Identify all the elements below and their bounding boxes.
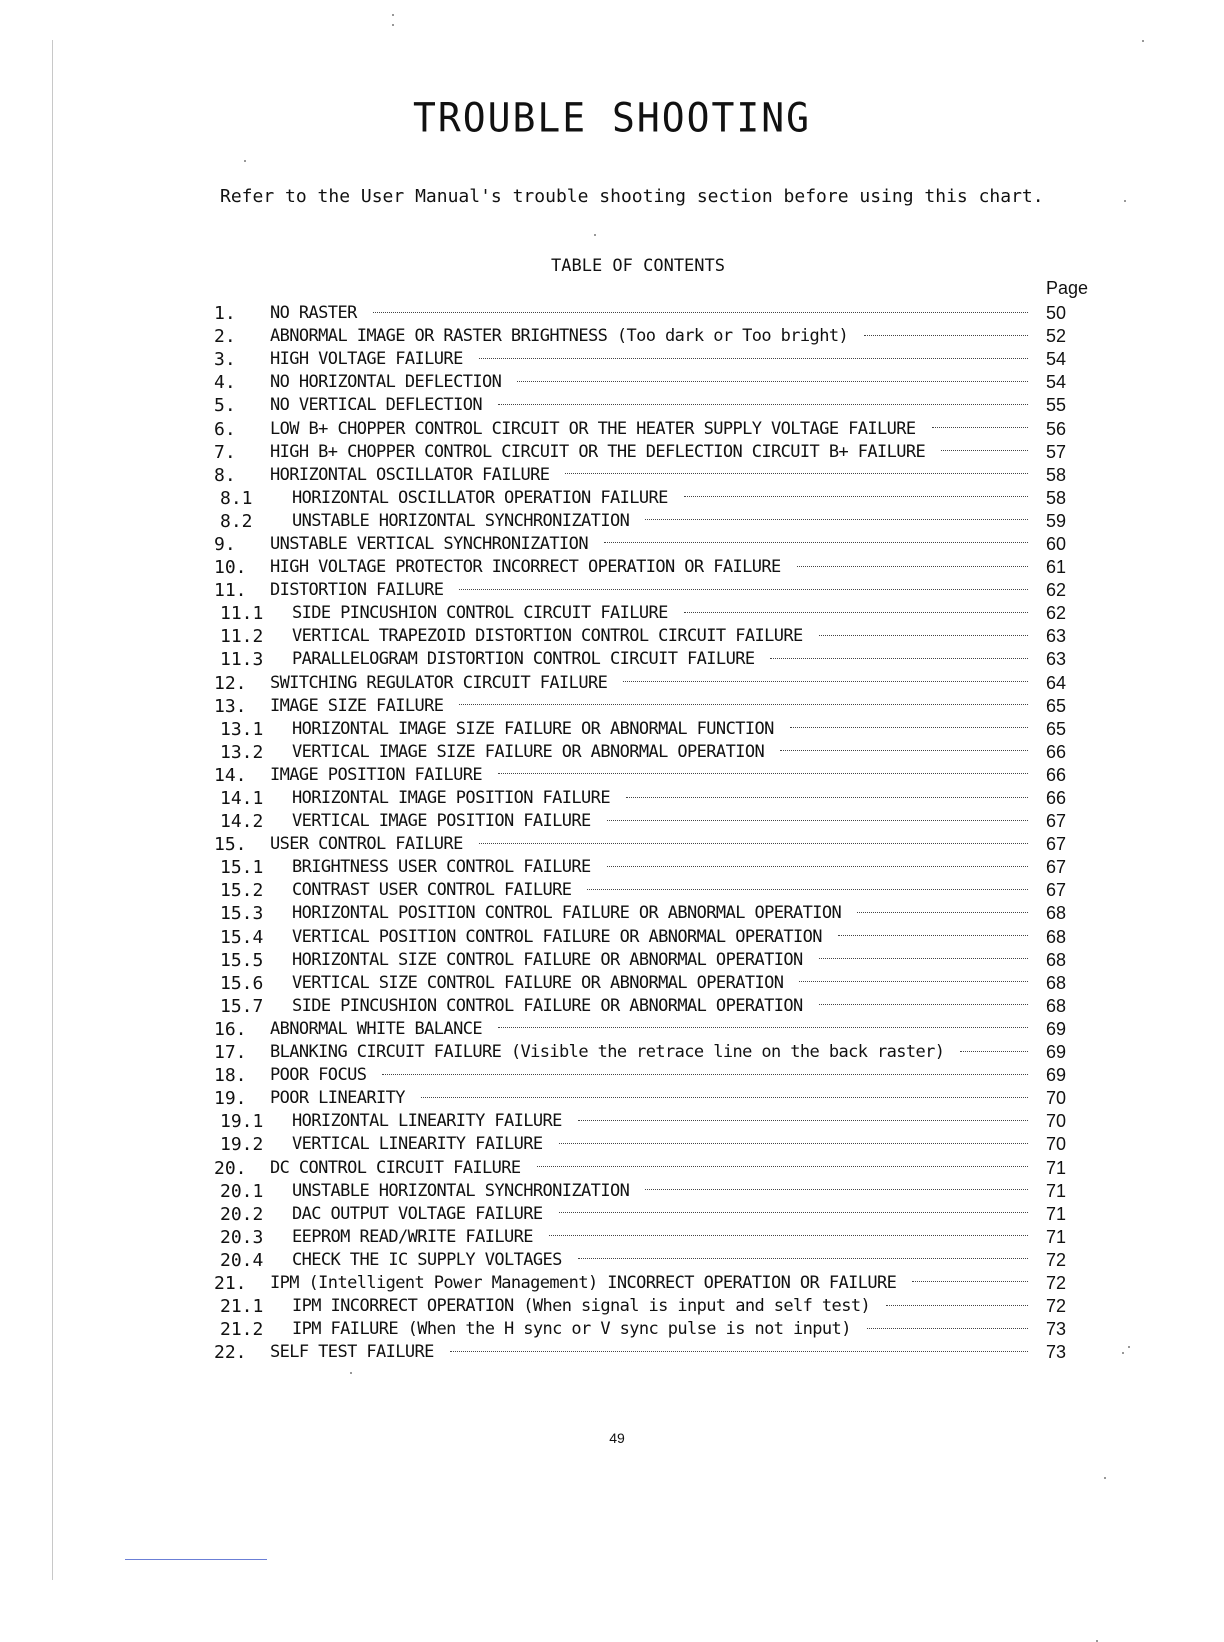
toc-entry-page: 67 bbox=[1046, 811, 1067, 832]
scan-speck bbox=[244, 160, 246, 162]
toc-leader-dots bbox=[912, 1280, 1028, 1282]
toc-entry bbox=[214, 1295, 1084, 1318]
toc-entry-page: 70 bbox=[1046, 1111, 1067, 1132]
toc-entry-number: 15.1 bbox=[220, 857, 264, 879]
scan-speck bbox=[350, 1372, 352, 1374]
toc-entry bbox=[214, 833, 1084, 856]
toc-entry-page: 65 bbox=[1046, 695, 1067, 716]
toc-entry-number: 19.2 bbox=[220, 1134, 264, 1156]
toc-entry-title: VERTICAL IMAGE SIZE FAILURE OR ABNORMAL OPERATION bbox=[292, 741, 765, 762]
toc-leader-dots bbox=[867, 1327, 1028, 1329]
toc-entry-title: UNSTABLE HORIZONTAL SYNCHRONIZATION bbox=[292, 510, 630, 531]
toc-entry bbox=[214, 1018, 1084, 1041]
toc-entry-page: 58 bbox=[1046, 487, 1067, 508]
toc-entry-number: 3. bbox=[214, 349, 236, 371]
toc-entry-page: 70 bbox=[1046, 1134, 1067, 1155]
toc-leader-dots bbox=[645, 518, 1028, 520]
toc-entry-title: DISTORTION FAILURE bbox=[270, 580, 444, 601]
toc-leader-dots bbox=[587, 888, 1028, 890]
toc-leader-dots bbox=[559, 1211, 1028, 1213]
toc-entry-page: 70 bbox=[1046, 1088, 1067, 1109]
toc-entry-title: HORIZONTAL IMAGE SIZE FAILURE OR ABNORMAL FUNCTION bbox=[292, 718, 774, 739]
toc-entry-number: 16. bbox=[214, 1018, 247, 1040]
toc-entry-title: NO RASTER bbox=[270, 303, 357, 324]
toc-entry-number: 14. bbox=[214, 764, 247, 786]
toc-entry-title: LOW B+ CHOPPER CONTROL CIRCUIT OR THE HEATER SUPPLY VOLTAGE FAILURE bbox=[270, 418, 916, 439]
toc-entry-title: NO HORIZONTAL DEFLECTION bbox=[270, 372, 502, 393]
toc-heading: TABLE OF CONTENTS bbox=[551, 256, 725, 276]
toc-entry-title: HIGH VOLTAGE FAILURE bbox=[270, 349, 463, 370]
toc-entry bbox=[214, 926, 1084, 949]
toc-leader-dots bbox=[607, 819, 1028, 821]
toc-leader-dots bbox=[838, 934, 1028, 936]
toc-leader-dots bbox=[770, 657, 1028, 659]
toc-leader-dots bbox=[559, 1142, 1028, 1144]
toc-entry-page: 63 bbox=[1046, 649, 1067, 670]
toc-entry-number: 6. bbox=[214, 418, 236, 440]
toc-entry-title: EEPROM READ/WRITE FAILURE bbox=[292, 1226, 533, 1247]
toc-entry-page: 54 bbox=[1046, 349, 1067, 370]
toc-entry-number: 13.2 bbox=[220, 741, 264, 763]
toc-entry-page: 62 bbox=[1046, 580, 1067, 601]
toc-entry-title: HIGH VOLTAGE PROTECTOR INCORRECT OPERATION OR FAILURE bbox=[270, 557, 781, 578]
toc-entry bbox=[214, 1249, 1084, 1272]
scan-speck bbox=[392, 24, 394, 26]
toc-entry-number: 13. bbox=[214, 695, 247, 717]
toc-entry-page: 66 bbox=[1046, 764, 1067, 785]
toc-entry-title: SIDE PINCUSHION CONTROL CIRCUIT FAILURE bbox=[292, 603, 668, 624]
toc-entry-number: 9. bbox=[214, 533, 236, 555]
toc-entry-page: 68 bbox=[1046, 949, 1067, 970]
toc-entry bbox=[214, 556, 1084, 579]
toc-entry-title: IPM INCORRECT OPERATION (When signal is input and self test) bbox=[292, 1296, 871, 1317]
toc-entry-page: 65 bbox=[1046, 718, 1067, 739]
toc-entry bbox=[214, 1156, 1084, 1179]
toc-entry-title: DAC OUTPUT VOLTAGE FAILURE bbox=[292, 1203, 543, 1224]
scan-speck bbox=[1122, 1352, 1124, 1354]
toc-entry-title: VERTICAL LINEARITY FAILURE bbox=[292, 1134, 543, 1155]
toc-entry-page: 64 bbox=[1046, 672, 1067, 693]
toc-entry bbox=[214, 579, 1084, 602]
toc-leader-dots bbox=[932, 426, 1028, 428]
toc-entry-page: 73 bbox=[1046, 1342, 1067, 1363]
toc-entry-number: 7. bbox=[214, 441, 236, 463]
toc-entry bbox=[214, 995, 1084, 1018]
toc-entry-title: USER CONTROL FAILURE bbox=[270, 834, 463, 855]
toc-entry-page: 56 bbox=[1046, 418, 1067, 439]
toc-entry bbox=[214, 1272, 1084, 1295]
toc-leader-dots bbox=[549, 1234, 1028, 1236]
toc-entry-number: 8. bbox=[214, 464, 236, 486]
toc-entry-page: 59 bbox=[1046, 510, 1067, 531]
toc-entry-page: 50 bbox=[1046, 303, 1067, 324]
page-number: 49 bbox=[609, 1430, 625, 1446]
toc-entry-title: BRIGHTNESS USER CONTROL FAILURE bbox=[292, 857, 591, 878]
toc-entry bbox=[214, 325, 1084, 348]
toc-leader-dots bbox=[498, 772, 1028, 774]
scan-speck bbox=[1124, 200, 1126, 202]
toc-entry bbox=[214, 1087, 1084, 1110]
toc-entry-title: VERTICAL IMAGE POSITION FAILURE bbox=[292, 811, 591, 832]
toc-entry-page: 52 bbox=[1046, 326, 1067, 347]
toc-leader-dots bbox=[607, 865, 1028, 867]
toc-leader-dots bbox=[479, 842, 1028, 844]
toc-entry-number: 18. bbox=[214, 1065, 247, 1087]
toc-leader-dots bbox=[517, 380, 1028, 382]
toc-entry bbox=[214, 464, 1084, 487]
toc-entry-page: 67 bbox=[1046, 880, 1067, 901]
toc-entry-number: 15.3 bbox=[220, 903, 264, 925]
toc-entry bbox=[214, 602, 1084, 625]
toc-entry bbox=[214, 764, 1084, 787]
toc-leader-dots bbox=[578, 1257, 1028, 1259]
toc-entry-title: SIDE PINCUSHION CONTROL FAILURE OR ABNORMAL OPERATION bbox=[292, 995, 803, 1016]
toc-entry-title: NO VERTICAL DEFLECTION bbox=[270, 395, 482, 416]
bottom-rule bbox=[125, 1559, 267, 1560]
toc-entry-page: 71 bbox=[1046, 1226, 1067, 1247]
toc-leader-dots bbox=[498, 403, 1028, 405]
toc-entry-number: 13.1 bbox=[220, 718, 264, 740]
toc-entry-number: 20. bbox=[214, 1157, 247, 1179]
toc-entry-number: 12. bbox=[214, 672, 247, 694]
toc-entry-number: 11.2 bbox=[220, 626, 264, 648]
toc-entry-number: 1. bbox=[214, 303, 236, 325]
toc-leader-dots bbox=[684, 611, 1028, 613]
toc-leader-dots bbox=[373, 311, 1028, 313]
toc-entry-page: 68 bbox=[1046, 926, 1067, 947]
toc-entry bbox=[214, 371, 1084, 394]
toc-entry-number: 21. bbox=[214, 1272, 247, 1294]
toc-entry-title: IMAGE SIZE FAILURE bbox=[270, 695, 444, 716]
toc-entry bbox=[214, 1318, 1084, 1341]
toc-entry bbox=[214, 648, 1084, 671]
toc-entry-page: 62 bbox=[1046, 603, 1067, 624]
toc-entry bbox=[214, 741, 1084, 764]
toc-entry-title: VERTICAL SIZE CONTROL FAILURE OR ABNORMAL OPERATION bbox=[292, 972, 784, 993]
toc-entry-title: HORIZONTAL LINEARITY FAILURE bbox=[292, 1111, 562, 1132]
toc-entry bbox=[214, 810, 1084, 833]
toc-entry-title: HORIZONTAL POSITION CONTROL FAILURE OR ABNORMAL OPERATION bbox=[292, 903, 842, 924]
toc-entry bbox=[214, 856, 1084, 879]
toc-leader-dots bbox=[565, 472, 1028, 474]
toc-leader-dots bbox=[450, 1350, 1028, 1352]
toc-entry-page: 60 bbox=[1046, 533, 1067, 554]
toc-entry bbox=[214, 1341, 1084, 1364]
toc-entry-number: 8.1 bbox=[220, 487, 253, 509]
toc-entry bbox=[214, 348, 1084, 371]
toc-leader-dots bbox=[537, 1165, 1028, 1167]
toc-entry-number: 8.2 bbox=[220, 510, 253, 532]
toc-entry-page: 68 bbox=[1046, 972, 1067, 993]
toc-entry-number: 14.1 bbox=[220, 788, 264, 810]
toc-entry-page: 71 bbox=[1046, 1203, 1067, 1224]
toc-entry-number: 15. bbox=[214, 834, 247, 856]
toc-leader-dots bbox=[459, 703, 1028, 705]
toc-entry bbox=[214, 718, 1084, 741]
toc-entry-title: PARALLELOGRAM DISTORTION CONTROL CIRCUIT FAILURE bbox=[292, 649, 755, 670]
toc-entry-page: 68 bbox=[1046, 995, 1067, 1016]
toc-entry-page: 54 bbox=[1046, 372, 1067, 393]
toc-entry-page: 69 bbox=[1046, 1065, 1067, 1086]
toc-entry bbox=[214, 441, 1084, 464]
toc-entry-page: 73 bbox=[1046, 1319, 1067, 1340]
toc-entry bbox=[214, 1203, 1084, 1226]
toc-entry-title: ABNORMAL WHITE BALANCE bbox=[270, 1018, 482, 1039]
toc-entry bbox=[214, 417, 1084, 440]
toc-entry-title: VERTICAL TRAPEZOID DISTORTION CONTROL CIRCUIT FAILURE bbox=[292, 626, 803, 647]
toc-entry-title: HORIZONTAL SIZE CONTROL FAILURE OR ABNORMAL OPERATION bbox=[292, 949, 803, 970]
toc-entry-title: IPM (Intelligent Power Management) INCORRECT OPERATION OR FAILURE bbox=[270, 1272, 897, 1293]
toc-entry-number: 21.2 bbox=[220, 1319, 264, 1341]
toc-entry-number: 11.3 bbox=[220, 649, 264, 671]
toc-entry-number: 21.1 bbox=[220, 1296, 264, 1318]
toc-leader-dots bbox=[819, 634, 1028, 636]
toc-entry bbox=[214, 625, 1084, 648]
toc-entry bbox=[214, 902, 1084, 925]
toc-leader-dots bbox=[819, 1003, 1028, 1005]
toc-entry-title: IPM FAILURE (When the H sync or V sync pulse is not input) bbox=[292, 1319, 851, 1340]
toc-entry-title: ABNORMAL IMAGE OR RASTER BRIGHTNESS (Too dark or Too bright) bbox=[270, 326, 849, 347]
toc-leader-dots bbox=[604, 541, 1028, 543]
toc-leader-dots bbox=[799, 980, 1028, 982]
toc-entry-title: CHECK THE IC SUPPLY VOLTAGES bbox=[292, 1249, 562, 1270]
toc-entry-page: 67 bbox=[1046, 834, 1067, 855]
page-title: TROUBLE SHOOTING bbox=[412, 94, 812, 142]
toc-entry-number: 11. bbox=[214, 580, 247, 602]
toc-entry-page: 72 bbox=[1046, 1272, 1067, 1293]
toc-leader-dots bbox=[623, 680, 1028, 682]
toc-entry bbox=[214, 787, 1084, 810]
toc-leader-dots bbox=[459, 588, 1028, 590]
toc-entry-number: 10. bbox=[214, 557, 247, 579]
toc-entry-page: 72 bbox=[1046, 1296, 1067, 1317]
toc-leader-dots bbox=[421, 1096, 1028, 1098]
toc-leader-dots bbox=[382, 1073, 1028, 1075]
toc-entry-page: 71 bbox=[1046, 1180, 1067, 1201]
toc-entry bbox=[214, 1180, 1084, 1203]
toc-entry-title: HORIZONTAL OSCILLATOR FAILURE bbox=[270, 464, 550, 485]
toc-entry bbox=[214, 949, 1084, 972]
toc-entry-number: 15.6 bbox=[220, 972, 264, 994]
toc-entry-number: 15.2 bbox=[220, 880, 264, 902]
toc-entry-page: 67 bbox=[1046, 857, 1067, 878]
toc-entry-number: 2. bbox=[214, 326, 236, 348]
toc-entry-page: 69 bbox=[1046, 1018, 1067, 1039]
toc-entry-number: 20.3 bbox=[220, 1226, 264, 1248]
toc-leader-dots bbox=[864, 334, 1028, 336]
toc-leader-dots bbox=[498, 1026, 1028, 1028]
toc-entry bbox=[214, 1110, 1084, 1133]
toc-entry-title: HIGH B+ CHOPPER CONTROL CIRCUIT OR THE DEFLECTION CIRCUIT B+ FAILURE bbox=[270, 441, 926, 462]
toc-entry-number: 15.7 bbox=[220, 995, 264, 1017]
toc-entry bbox=[214, 1041, 1084, 1064]
toc-entry-number: 14.2 bbox=[220, 811, 264, 833]
toc-entry-page: 61 bbox=[1046, 557, 1067, 578]
toc-entry-page: 57 bbox=[1046, 441, 1067, 462]
toc-entry-title: CONTRAST USER CONTROL FAILURE bbox=[292, 880, 572, 901]
toc-entry-number: 20.1 bbox=[220, 1180, 264, 1202]
scan-speck bbox=[1142, 40, 1144, 42]
toc-entry-number: 15.5 bbox=[220, 949, 264, 971]
scan-speck bbox=[1104, 1477, 1106, 1479]
toc-entry-page: 72 bbox=[1046, 1249, 1067, 1270]
toc-entry-page: 71 bbox=[1046, 1157, 1067, 1178]
toc-entry-page: 69 bbox=[1046, 1042, 1067, 1063]
toc-leader-dots bbox=[684, 495, 1028, 497]
toc-entry bbox=[214, 302, 1084, 325]
toc-entry-page: 66 bbox=[1046, 741, 1067, 762]
toc-leader-dots bbox=[960, 1050, 1028, 1052]
toc-leader-dots bbox=[780, 749, 1028, 751]
toc-entry-number: 15.4 bbox=[220, 926, 264, 948]
toc-entry-title: DC CONTROL CIRCUIT FAILURE bbox=[270, 1157, 521, 1178]
toc-entry bbox=[214, 695, 1084, 718]
toc-leader-dots bbox=[626, 796, 1028, 798]
toc-leader-dots bbox=[578, 1119, 1028, 1121]
toc-entry-title: UNSTABLE VERTICAL SYNCHRONIZATION bbox=[270, 533, 588, 554]
toc-entry-page: 63 bbox=[1046, 626, 1067, 647]
toc-leader-dots bbox=[790, 726, 1028, 728]
toc-entry-title: VERTICAL POSITION CONTROL FAILURE OR ABNORMAL OPERATION bbox=[292, 926, 822, 947]
toc-leader-dots bbox=[479, 357, 1028, 359]
toc-entry-title: POOR FOCUS bbox=[270, 1065, 367, 1086]
toc-entry-title: HORIZONTAL IMAGE POSITION FAILURE bbox=[292, 788, 610, 809]
toc-entry-number: 20.2 bbox=[220, 1203, 264, 1225]
toc-entry bbox=[214, 533, 1084, 556]
toc-entry-number: 4. bbox=[214, 372, 236, 394]
toc-entry-number: 5. bbox=[214, 395, 236, 417]
toc-entry-number: 19. bbox=[214, 1088, 247, 1110]
toc-entry-page: 55 bbox=[1046, 395, 1067, 416]
toc-entry-title: IMAGE POSITION FAILURE bbox=[270, 764, 482, 785]
scan-speck bbox=[1128, 1346, 1130, 1348]
toc-entry bbox=[214, 1133, 1084, 1156]
toc-entry-title: POOR LINEARITY bbox=[270, 1088, 405, 1109]
scan-speck bbox=[392, 14, 394, 16]
toc-entry-title: UNSTABLE HORIZONTAL SYNCHRONIZATION bbox=[292, 1180, 630, 1201]
toc-entry bbox=[214, 972, 1084, 995]
toc-entry bbox=[214, 1226, 1084, 1249]
toc-entry-title: BLANKING CIRCUIT FAILURE (Visible the retrace line on the back raster) bbox=[270, 1042, 945, 1063]
toc-leader-dots bbox=[645, 1188, 1028, 1190]
intro-text: Refer to the User Manual's trouble shooting section before using this chart. bbox=[220, 186, 1044, 207]
toc-entry bbox=[214, 510, 1084, 533]
toc-leader-dots bbox=[797, 565, 1028, 567]
toc-leader-dots bbox=[819, 957, 1028, 959]
toc-entry-number: 22. bbox=[214, 1342, 247, 1364]
toc-leader-dots bbox=[886, 1304, 1028, 1306]
toc-entry bbox=[214, 394, 1084, 417]
toc-leader-dots bbox=[857, 911, 1028, 913]
toc-entry bbox=[214, 879, 1084, 902]
toc-entry-number: 17. bbox=[214, 1042, 247, 1064]
toc-entry-number: 20.4 bbox=[220, 1249, 264, 1271]
toc-entry bbox=[214, 487, 1084, 510]
toc-entry-page: 58 bbox=[1046, 464, 1067, 485]
toc-entry bbox=[214, 672, 1084, 695]
toc-entry-page: 68 bbox=[1046, 903, 1067, 924]
page-column-label: Page bbox=[1046, 278, 1089, 298]
toc-entry-number: 11.1 bbox=[220, 603, 264, 625]
toc-entry-title: SWITCHING REGULATOR CIRCUIT FAILURE bbox=[270, 672, 608, 693]
toc-entry-title: SELF TEST FAILURE bbox=[270, 1342, 434, 1363]
table-of-contents bbox=[214, 302, 1084, 1364]
toc-entry-title: HORIZONTAL OSCILLATOR OPERATION FAILURE bbox=[292, 487, 668, 508]
scan-speck bbox=[594, 234, 596, 236]
toc-entry bbox=[214, 1064, 1084, 1087]
toc-entry-page: 66 bbox=[1046, 788, 1067, 809]
toc-entry-number: 19.1 bbox=[220, 1111, 264, 1133]
toc-leader-dots bbox=[941, 449, 1028, 451]
